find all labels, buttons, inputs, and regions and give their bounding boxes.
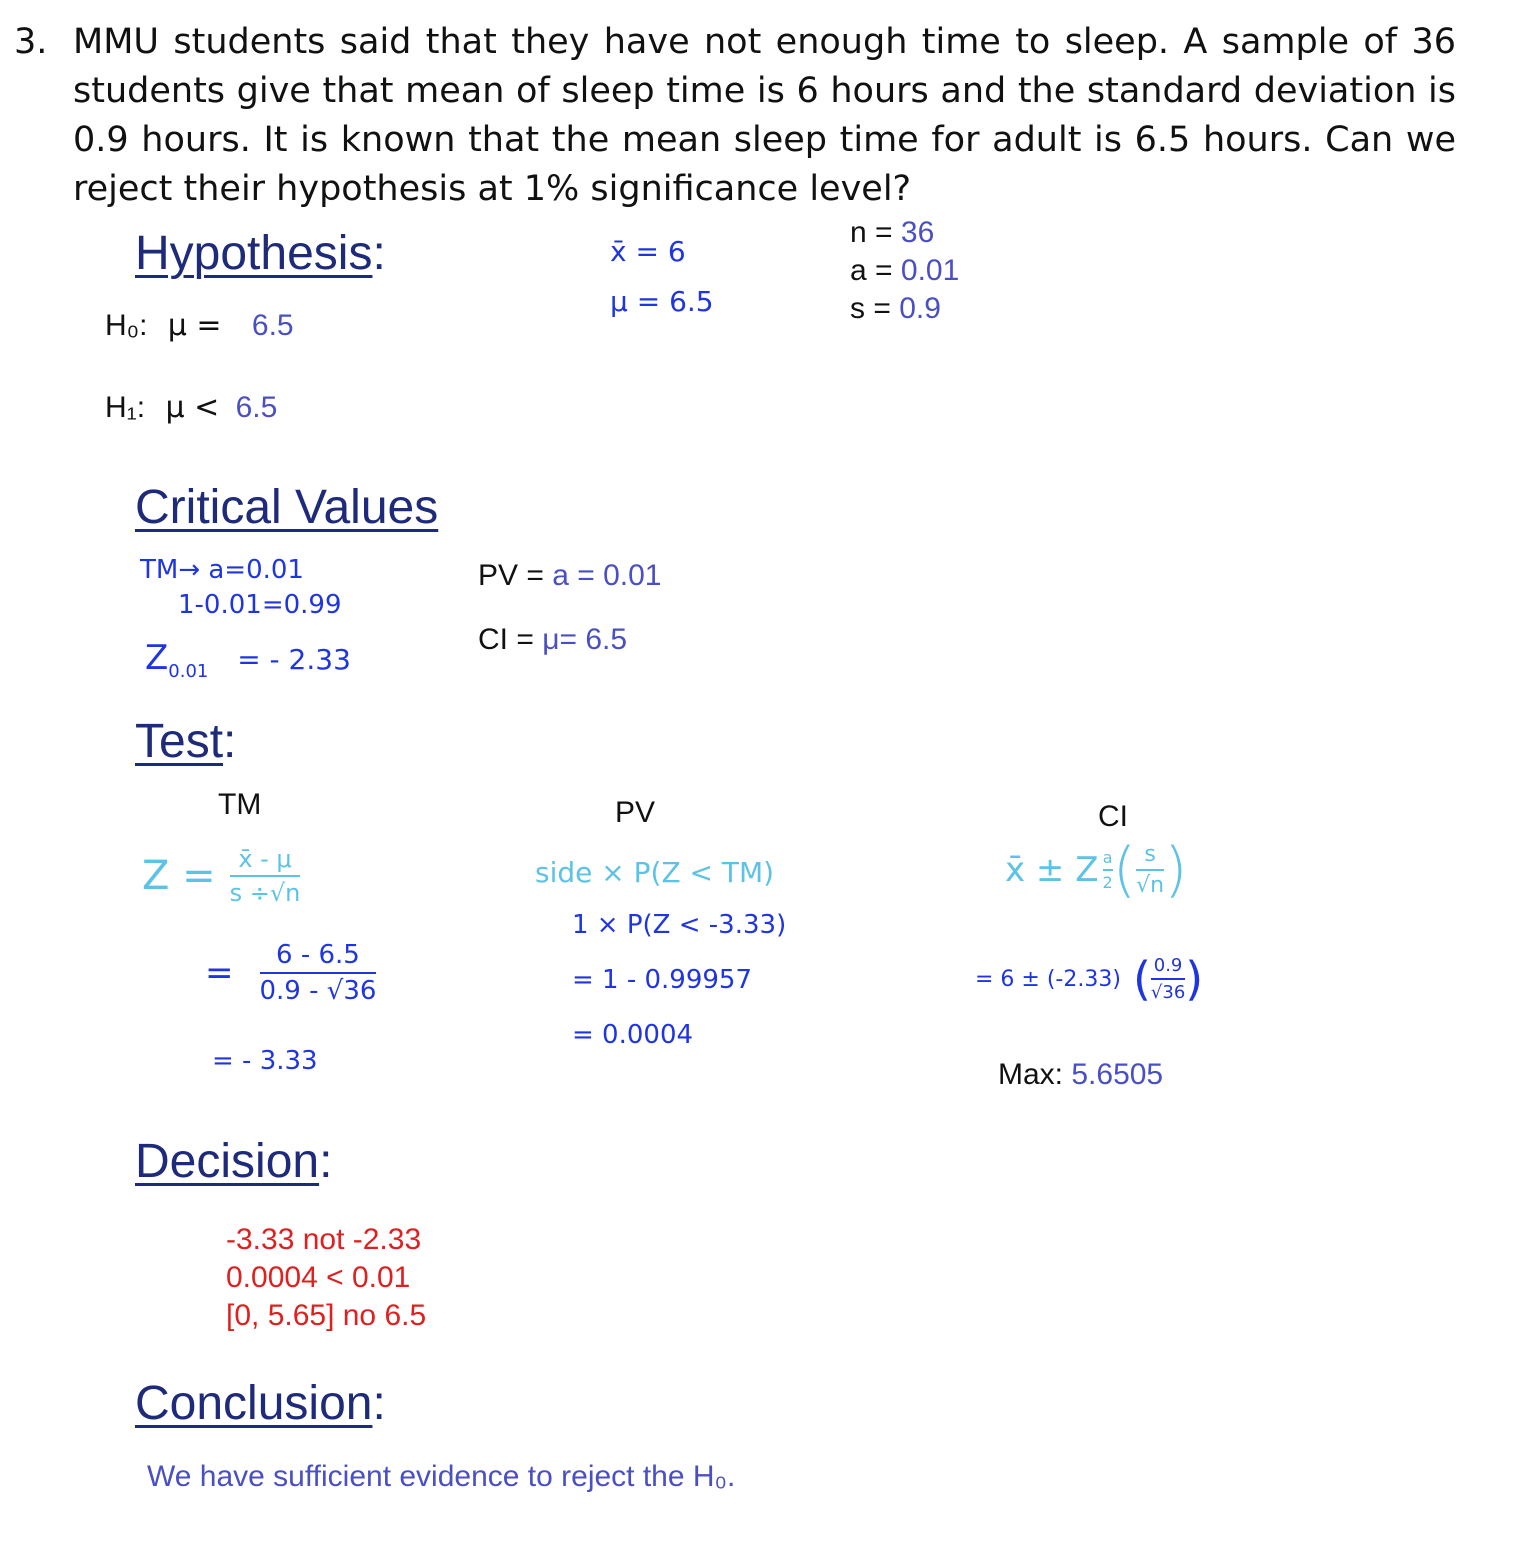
handwritten-xbar: x̄ = 6 — [610, 235, 686, 268]
decision-tm: -3.33 not -2.33 — [226, 1223, 422, 1256]
h1-value: 6.5 — [235, 391, 278, 424]
z-critical-value: = - 2.33 — [237, 643, 351, 676]
givens-block — [850, 214, 959, 328]
pv-column-header: PV — [615, 796, 656, 829]
conclusion-text: We have sufficient evidence to reject the H₀. — [147, 1460, 736, 1493]
ci-max: Max: 5.6505 — [998, 1058, 1164, 1091]
handwritten-mu: μ = 6.5 — [610, 285, 714, 318]
h1-label: H₁: — [105, 391, 146, 424]
h0-symbol: μ = — [167, 308, 222, 343]
tm-formula-fraction: $\frac{x̄ - \mu}{s \div√n}$ — [229, 845, 301, 907]
ci-step-lhs: = 6 ± (-2.33) — [975, 966, 1121, 992]
pv-step2: = 1 - 0.99957 — [572, 965, 753, 995]
question-number: 3. — [14, 22, 48, 62]
ci-formula-paren-fraction: $\frac{s}{√n}$ — [1136, 842, 1165, 898]
decision-ci: [0, 5.65] no 6.5 — [226, 1299, 427, 1332]
decision-heading: Decision: — [135, 1135, 333, 1188]
pv-step3: = 0.0004 — [572, 1020, 694, 1050]
critical-values-heading: Critical Values — [135, 481, 439, 534]
pv-step1: 1 × P(Z < -3.33) — [572, 910, 787, 940]
decision-pv: 0.0004 < 0.01 — [226, 1261, 411, 1294]
tm-formula — [142, 845, 300, 907]
ci-formula-lhs: x̄ ± Z — [1005, 850, 1099, 890]
tm-critical-line1: TM→ a=0.01 — [140, 555, 304, 585]
pv-formula: side × P(Z < TM) — [535, 856, 775, 889]
tm-step-fraction: $\frac{6 - 6.5}{0.9 - √36}$ — [259, 940, 377, 1006]
tm-formula-lhs: Z = — [142, 853, 216, 899]
pv-critical: PV = a = 0.01 — [478, 559, 662, 592]
question-block — [14, 18, 1456, 214]
tm-step: = $\frac{6 - 6.5}{0.9 - √36}$ — [205, 940, 377, 1006]
tm-column-header: TM — [218, 788, 262, 821]
hypothesis-heading: Hypothesis: — [135, 227, 386, 280]
ci-step-fraction: $\frac{0.9}{√36}$ — [1150, 955, 1186, 1003]
ci-formula-alpha-fraction: $\frac{a}{2}$ — [1102, 848, 1113, 892]
ci-step: = 6 ± (-2.33) ( $\frac{0.9}{√36}$ ) — [975, 952, 1204, 1006]
h1-symbol: μ < — [165, 390, 220, 425]
ci-critical: CI = μ= 6.5 — [478, 623, 628, 656]
given-a: a = 0.01 — [850, 254, 960, 287]
given-n: n = 36 — [850, 216, 935, 249]
h0-value: 6.5 — [251, 309, 294, 342]
z-critical-line: $Z_{0.01}$ = - 2.33 — [145, 638, 351, 682]
tm-critical-line2: 1-0.01=0.99 — [178, 590, 342, 620]
ci-column-header: CI — [1098, 800, 1128, 833]
h1-line — [105, 390, 277, 425]
conclusion-heading: Conclusion: — [135, 1377, 386, 1430]
h0-label: H₀: — [105, 309, 148, 342]
decision-lines — [226, 1221, 426, 1335]
ci-formula: x̄ ± Z $\frac{a}{2}$ ( $\frac{s}{√n}$ ) — [1005, 835, 1188, 905]
z-critical-sub: 0.01 — [168, 660, 209, 682]
question-text: MMU students said that they have not enough time to sleep. A sample of 36 students give that mean of sleep time is 6 hours and the standard deviation is 0.9 hours. It is known that the mean sleep time for adult is 6.5 hours. Can we reject their hypothesis at 1% significance level? — [73, 22, 1456, 209]
tm-result: = - 3.33 — [212, 1046, 318, 1076]
h0-line — [105, 308, 294, 343]
test-heading: Test: — [135, 715, 237, 768]
given-s: s = 0.9 — [850, 292, 941, 325]
